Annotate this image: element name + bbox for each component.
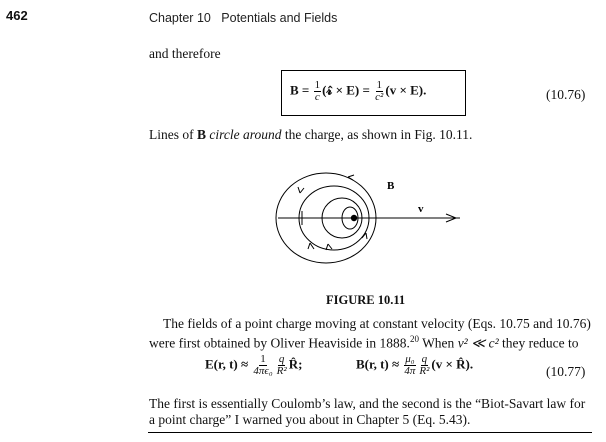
equation-10-77-B	[356, 354, 473, 377]
para2-line2b: When	[418, 335, 458, 351]
eq1076-mid: (𝓻̂ × E) =	[322, 82, 370, 98]
eq1077-e-frac2-den: R²	[276, 365, 287, 377]
running-header	[149, 11, 337, 25]
eq1077-b-frac2-num: q	[421, 353, 428, 365]
eq1077-b-rhs: (v × R̂).	[431, 356, 474, 372]
para2-line2c: v² ≪ c²	[457, 335, 499, 351]
eq1076-frac2	[374, 80, 384, 103]
eq1077-e-rhs: R̂;	[288, 356, 303, 372]
eq1076-frac1-den: c	[314, 91, 320, 103]
para2-line2d: they reduce to	[498, 335, 579, 351]
equation-10-77-E	[205, 354, 302, 377]
eq1077-e-frac1	[252, 354, 273, 377]
equation-number-10-77: (10.77)	[546, 364, 586, 379]
eq1076-frac2-num: 1	[376, 79, 383, 91]
lines-sentence-a: Lines of	[149, 127, 197, 142]
point-charge	[351, 215, 357, 221]
eq1076-frac1-num: 1	[314, 79, 321, 91]
eq1077-b-frac2	[418, 354, 430, 377]
eq1076-frac2-den: c²	[375, 91, 384, 103]
para3-line1: The first is essentially Coulomb’s law, and the second is the “Biot-Savart law for	[149, 396, 586, 411]
field-arrow-top	[348, 175, 354, 180]
footnote-marker: 20	[409, 334, 419, 344]
eq1076-lhs: B =	[290, 82, 310, 98]
chapter-title: Potentials and Fields	[221, 11, 338, 25]
figure-10-11	[270, 165, 470, 280]
para2-line2a: were first obtained by Oliver Heaviside in 1888.	[149, 335, 410, 351]
eq1077-e-lhs: E(r, t) ≈	[205, 356, 249, 372]
eq1077-b-lhs: B(r, t) ≈	[356, 356, 400, 372]
eq1077-b-frac1	[403, 354, 416, 377]
eq1076-rhs: (v × E).	[385, 82, 427, 98]
lines-sentence-c: circle around	[206, 127, 282, 142]
equation-10-76	[290, 80, 426, 103]
para3-line2: a point charge” I warned you about in Chapter 5 (Eq. 5.43).	[149, 412, 471, 427]
para2-line1: The fields of a point charge moving at constant velocity (Eqs. 10.75 and 10.76)	[163, 316, 591, 331]
bottom-rule	[148, 432, 592, 433]
equation-number-10-76: (10.76)	[546, 87, 586, 102]
page-number: 462	[6, 8, 28, 23]
eq1077-b-frac2-den: R²	[419, 365, 430, 377]
lines-sentence-d: the charge, as shown in Fig. 10.11.	[281, 127, 473, 142]
chapter-label: Chapter 10	[149, 11, 211, 25]
field-arrow-outer-top	[298, 187, 304, 193]
eq1077-e-frac2-num: q	[278, 353, 285, 365]
intro-text: and therefore	[149, 46, 221, 61]
eq1077-b-frac1-num: μ₀	[405, 353, 415, 365]
eq1076-frac1	[314, 80, 322, 103]
figure-caption: FIGURE 10.11	[326, 293, 406, 307]
lines-sentence-b: B	[197, 127, 207, 142]
eq1077-e-frac2	[276, 354, 288, 377]
figure-label-v: v	[418, 203, 424, 215]
figure-label-B: B	[387, 180, 395, 192]
eq1077-b-frac1-den: 4π	[404, 365, 416, 377]
lines-sentence	[149, 126, 472, 143]
eq1077-e-frac1-num: 1	[260, 353, 266, 365]
eq1077-e-frac1-den: 4πϵ₀	[253, 365, 273, 377]
para2-line2	[149, 331, 579, 352]
